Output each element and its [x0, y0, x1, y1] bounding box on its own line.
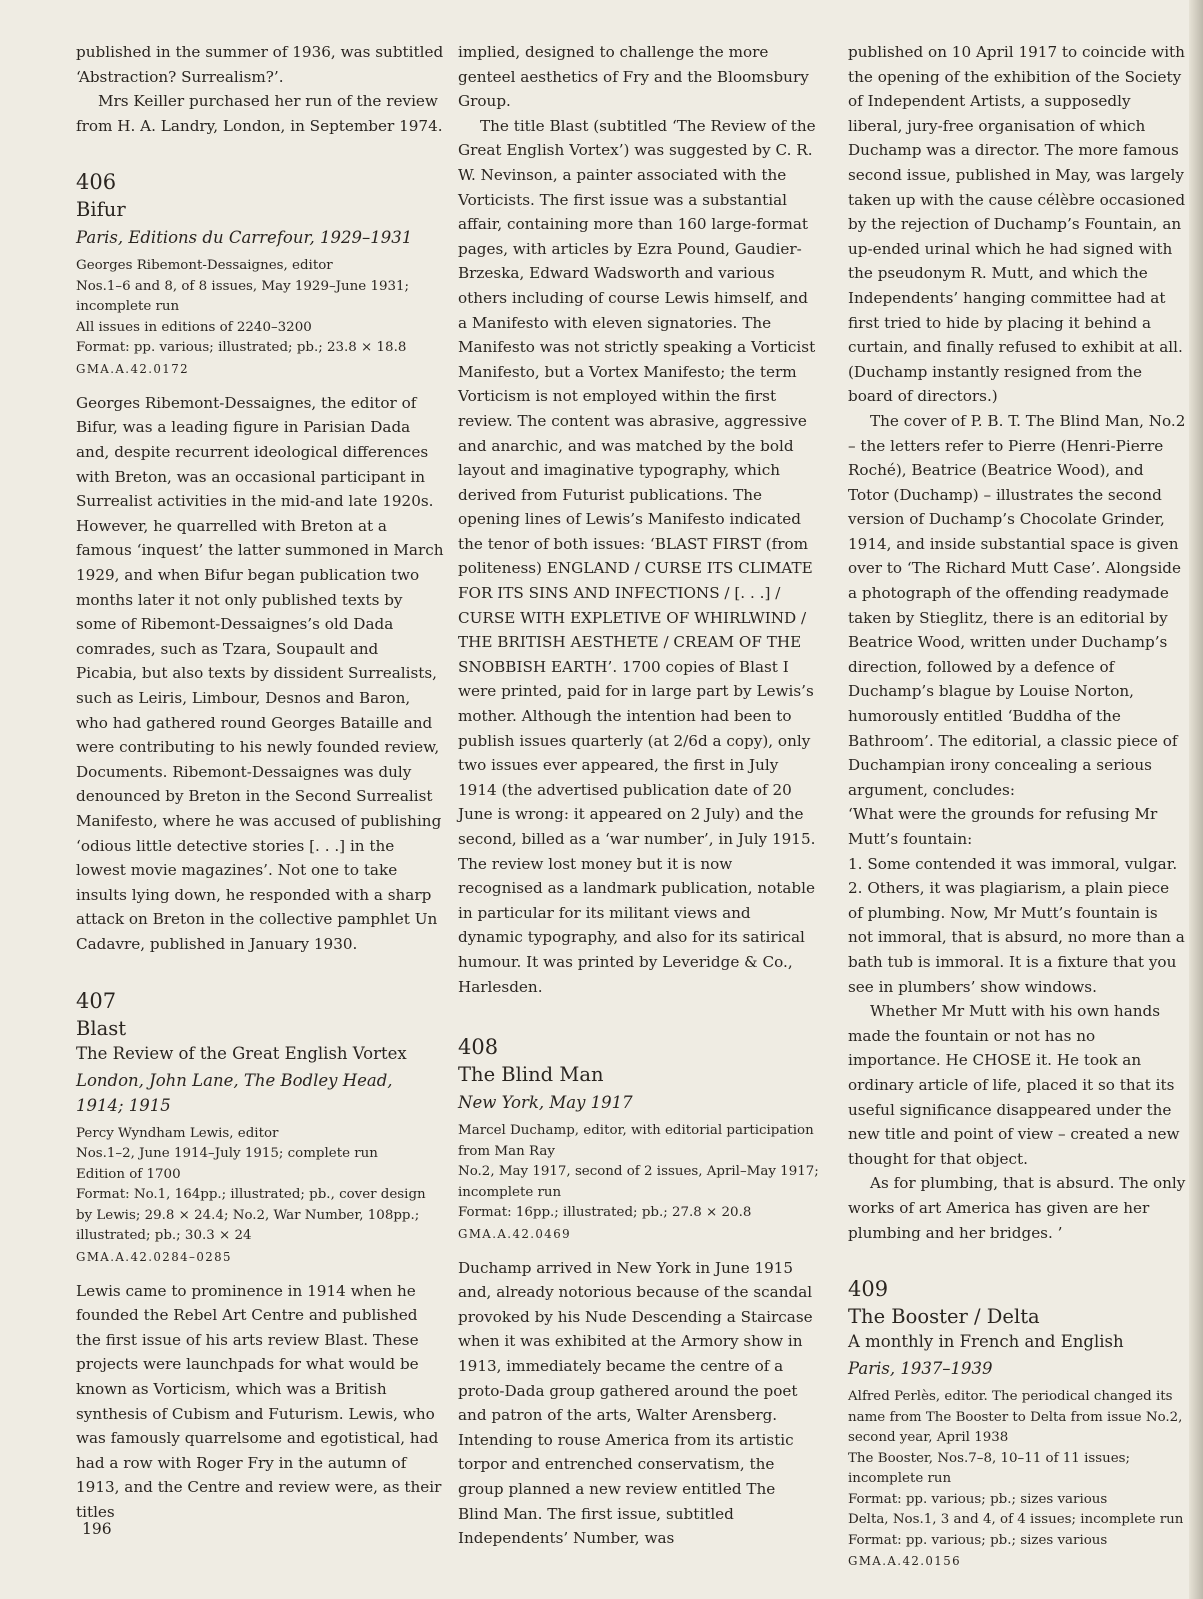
meta-line: Format: 16pp.; illustrated; pb.; 27.8 × 20.8: [458, 1205, 752, 1221]
entry-number-406: 406: [76, 170, 117, 195]
quote-line-2: 1. Some contended it was immoral, vulgar.: [848, 854, 1178, 873]
entry-title-blind-man: The Blind Man: [458, 1063, 604, 1087]
blind-man-continuation: published on 10 April 1917 to coincide with the opening of the exhibition of the Society of Independent Artists, a supposedly liberal, jury-free organisation of which Duchamp was a director. The more famous second issue, published in May, was largely taken up with the cause célèbre occasioned by the rejection of Duchamp’s Fountain, an up-ended urinal which he had signed with the pseudonym R. Mutt, and which the Independents’ hanging committee had at first tried to hide by placing it behind a curtain, and finally refused to exhibit at all. (Duchamp instantly resigned from the board of directors.): [848, 43, 1186, 406]
meta-line: Delta, Nos.1, 3 and 4, of 4 issues; incomplete run: [848, 1512, 1184, 1528]
meta-line: Percy Wyndham Lewis, editor: [76, 1125, 279, 1141]
column-left: [76, 40, 444, 1524]
quote-line-3: 2. Others, it was plagiarism, a plain piece of plumbing. Now, Mr Mutt’s fountain is not immoral, that is absurd, no more than a bath tub is immoral. It is a fixture that you see in plumbers’ show windows.: [848, 879, 1185, 996]
meta-line: Alfred Perlès, editor. The periodical changed its name from The Booster to Delta from issue No.2, second year, April 1938: [848, 1389, 1183, 1446]
entry-title-blast: Blast: [76, 1016, 127, 1040]
column-right: [848, 40, 1186, 1571]
entry-number-407: 407: [76, 988, 117, 1013]
entry-body-406: Georges Ribemont-Dessaignes, the editor of Bifur, was a leading figure in Parisian Dada and, despite recurrent ideological differences with Breton, was an occasional participant in Surrealist activities in the mid-and late 1920s. However, he quarrelled with Breton at a famous ‘inquest’ the latter summoned in March 1929, and when Bifur began publication two months later it not only published texts by some of Ribemont-Dessaignes’s old Dada comrades, such as Tzara, Soupault and Picabia, but also texts by dissident Surrealists, such as Leiris, Limbour, Desnos and Baron, who had gathered round Georges Bataille and were contributing to his newly founded review, Documents. Ribemont-Dessaignes was duly denounced by Breton in the Second Surrealist Manifesto, where he was accused of publishing ‘odious little detective stories [. . .] in the lowest movie magazines’. Not one to take insults lying down, he responded with a sharp attack on Breton in the collective pamphlet Un Cadavre, published in January 1930.: [76, 393, 444, 953]
catalogue-code: GMA.A.42.0469: [458, 1226, 572, 1241]
blind-man-paragraph-2: The cover of P. B. T. The Blind Man, No.2 – the letters refer to Pierre (Henri-Pierre Roché), Beatrice (Beatrice Wood), and Totor (Duchamp) – illustrates the second version of Duchamp’s Chocolate Grinder, 1914, and inside substantial space is given over to ‘The Richard Mutt Case’. Alongside a photograph of the offending readymade taken by Stieglitz, there is an editorial by Beatrice Wood, written under Duchamp’s direction, followed by a defence of Duchamp’s blague by Louise Norton, humorously entitled ‘Buddha of the Bathroom’. The editorial, a classic piece of Duchampian irony concealing a serious argument, concludes:: [848, 411, 1186, 799]
entry-meta-408: [458, 1121, 820, 1244]
intro-continuation: published in the summer of 1936, was subtitled ‘Abstraction? Surrealism?’.: [76, 43, 444, 86]
intro-provenance: Mrs Keiller purchased her run of the review from H. A. Landry, London, in September 1974.: [76, 92, 443, 135]
column-middle: [458, 40, 820, 1551]
page-edge-shadow: [1189, 0, 1203, 1599]
entry-meta-409: [848, 1387, 1186, 1571]
entry-number-408: 408: [458, 1035, 499, 1060]
blast-paragraph-2: The title Blast (subtitled ‘The Review of the Great English Vortex’) was suggested by C. R. W. Nevinson, a painter associated with the Vorticists. The first issue was a substantial affair, containing more than 160 large-format pages, with articles by Ezra Pound, Gaudier-Brzeska, Edward Wadsworth and various others including of course Lewis himself, and a Manifesto with eleven signatories. The Manifesto was not strictly speaking a Vorticist Manifesto, but a Vortex Manifesto; the term Vorticism is not employed within the first review. The content was abrasive, aggressive and anarchic, and was matched by the bold layout and imaginative typography, which derived from Futurist publications. The opening lines of Lewis’s Manifesto indicated the tenor of both issues: ‘BLAST FIRST (from politeness) ENGLAND / CURSE ITS CLIMATE FOR ITS SINS AND INFECTIONS / [. . .] / CURSE WITH EXPLETIVE OF WHIRLWIND / THE BRITISH AESTHETE / CREAM OF THE SNOBBISH EARTH’. 1700 copies of Blast I were printed, paid for in large part by Lewis’s mother. Although the intention had been to publish issues quarterly (at 2/6d a copy), only two issues ever appeared, the first in July 1914 (the advertised publication date of 20 June is wrong: it appeared on 2 July) and the second, billed as a ‘war number’, in July 1915. The review lost money but it is now recognised as a landmark publication, notable in particular for its militant views and dynamic typography, and also for its satirical humour. It was printed by Leveridge & Co., Harlesden.: [458, 116, 816, 996]
catalogue-code: GMA.A.42.0172: [76, 361, 190, 376]
catalogue-code: GMA.A.42.0156: [848, 1554, 962, 1569]
meta-line: Format: No.1, 164pp.; illustrated; pb., cover design by Lewis; 29.8 × 24.4; No.2, War Number, 108pp.; illustrated; pb.; 30.3 × 24: [76, 1187, 426, 1244]
meta-line: Format: pp. various; illustrated; pb.; 23.8 × 18.8: [76, 340, 407, 356]
meta-line: Format: pp. various; pb.; sizes various: [848, 1491, 1108, 1507]
quote-line-1: ‘What were the grounds for refusing Mr Mutt’s fountain:: [848, 805, 1158, 848]
meta-line: Nos.1–2, June 1914–July 1915; complete run: [76, 1146, 378, 1162]
meta-line: Marcel Duchamp, editor, with editorial participation from Man Ray: [458, 1123, 814, 1159]
entry-place-409: Paris, 1937–1939: [848, 1359, 993, 1379]
entry-subtitle-409: A monthly in French and English: [848, 1332, 1124, 1352]
meta-line: Format: pp. various; pb.; sizes various: [848, 1532, 1108, 1548]
quote-line-4: Whether Mr Mutt with his own hands made the fountain or not has no importance. He CHOSE it. He took an ordinary article of life, placed it so that its useful significance disappeared under the new title and point of view – created a new thought for that object.: [848, 1002, 1180, 1168]
page-number: 196: [82, 1520, 112, 1538]
entry-meta-407: [76, 1124, 444, 1267]
meta-line: Edition of 1700: [76, 1166, 181, 1182]
catalogue-code: GMA.A.42.0284–0285: [76, 1249, 232, 1264]
entry-number-409: 409: [848, 1277, 889, 1302]
entry-place-406: Paris, Editions du Carrefour, 1929–1931: [76, 228, 413, 248]
entry-subtitle-407: The Review of the Great English Vortex: [76, 1043, 407, 1063]
entry-place-407: London, John Lane, The Bodley Head, 1914; 1915: [76, 1070, 393, 1115]
meta-line: No.2, May 1917, second of 2 issues, April–May 1917; incomplete run: [458, 1164, 819, 1200]
meta-line: Nos.1–6 and 8, of 8 issues, May 1929–June 1931; incomplete run: [76, 278, 410, 315]
meta-line: Georges Ribemont-Dessaignes, editor: [76, 258, 333, 274]
blast-continuation: implied, designed to challenge the more genteel aesthetics of Fry and the Bloomsbury Group.: [458, 43, 809, 111]
entry-title-booster-delta: The Booster / Delta: [848, 1305, 1040, 1329]
quote-line-5: As for plumbing, that is absurd. The only works of art America has given are her plumbing and her bridges. ’: [848, 1174, 1186, 1242]
entry-body-407: Lewis came to prominence in 1914 when he founded the Rebel Art Centre and published the first issue of his arts review Blast. These projects were launchpads for what would be known as Vorticism, which was a British synthesis of Cubism and Futurism. Lewis, who was famously quarrelsome and egotistical, had had a row with Roger Fry in the autumn of 1913, and the Centre and review were, as their titles: [76, 1281, 442, 1521]
entry-body-408: Duchamp arrived in New York in June 1915 and, already notorious because of the scandal provoked by his Nude Descending a Staircase when it was exhibited at the Armory show in 1913, immediately became the centre of a proto-Dada group gathered around the poet and patron of the arts, Walter Arensberg. Intending to rouse America from its artistic torpor and entrenched conservatism, the group planned a new review entitled The Blind Man. The first issue, subtitled Independents’ Number, was: [458, 1258, 813, 1548]
entry-place-408: New York, May 1917: [458, 1093, 633, 1113]
meta-line: The Booster, Nos.7–8, 10–11 of 11 issues; incomplete run: [848, 1450, 1131, 1487]
meta-line: All issues in editions of 2240–3200: [76, 319, 312, 335]
entry-title-bifur: Bifur: [76, 198, 126, 222]
entry-meta-406: [76, 256, 444, 379]
